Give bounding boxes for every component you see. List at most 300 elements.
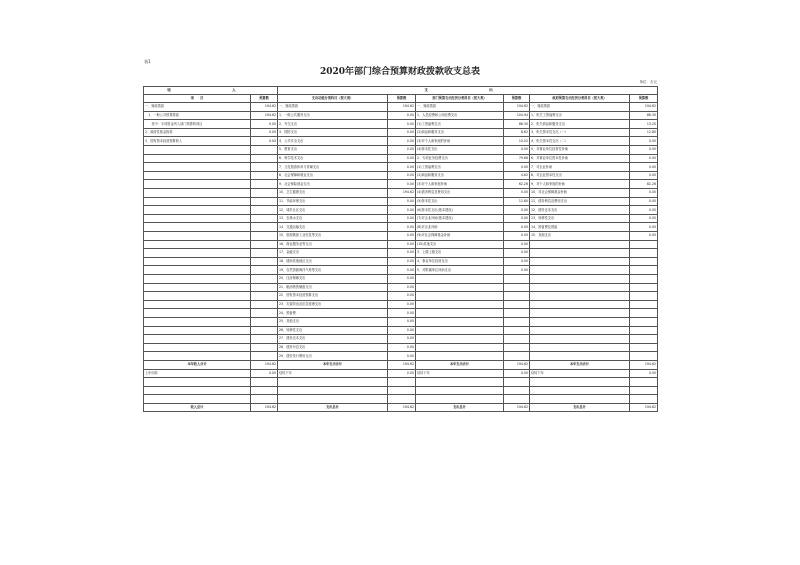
table-row xyxy=(144,309,658,318)
item-cell: 10、对社会保障基金补助 xyxy=(530,189,630,198)
empty-cell xyxy=(388,378,416,387)
amount-cell: 0.00 xyxy=(630,137,658,146)
amount-cell: 0.00 xyxy=(504,257,530,266)
item-cell: 14、预备费及预留 xyxy=(530,223,630,232)
empty-cell xyxy=(388,395,416,404)
item-cell xyxy=(144,214,251,223)
amount-cell: 0.00 xyxy=(504,266,530,275)
amount-cell: 0.00 xyxy=(388,343,416,352)
amount-cell: 0.00 xyxy=(388,128,416,137)
amount-cell xyxy=(251,326,278,335)
empty-cell xyxy=(630,378,658,387)
amount-cell: 0.00 xyxy=(630,154,658,163)
empty-cell xyxy=(416,395,504,404)
item-cell xyxy=(530,240,630,249)
table-row xyxy=(144,111,658,120)
amount-cell xyxy=(504,300,530,309)
item-cell xyxy=(144,317,251,326)
empty-cell xyxy=(630,395,658,404)
amount-cell xyxy=(251,266,278,275)
amount-cell: 0.00 xyxy=(504,223,530,232)
item-cell: 3、国有资本经营预算收入 xyxy=(144,137,251,146)
empty-cell xyxy=(530,395,630,404)
table-row xyxy=(144,214,658,223)
amount-cell: 0.00 xyxy=(504,240,530,249)
item-cell xyxy=(530,309,630,318)
totals-row xyxy=(144,360,658,369)
item-cell: (7)对企业补助(基本建设) xyxy=(416,214,504,223)
amount-cell: 194.62 xyxy=(504,403,530,412)
item-cell xyxy=(144,223,251,232)
amount-cell: 0.00 xyxy=(388,300,416,309)
item-cell: 4、公共安全支出 xyxy=(278,137,388,146)
amount-cell: 62.26 xyxy=(504,180,530,189)
item-cell xyxy=(144,180,251,189)
amount-cell: 194.62 xyxy=(504,360,530,369)
item-cell: 9、社会保险基金支出 xyxy=(278,180,388,189)
item-cell: 8、对企业资本性支出 xyxy=(530,171,630,180)
item-cell: 15、其他支出 xyxy=(530,232,630,241)
amount-cell xyxy=(504,283,530,292)
amount-cell: 194.62 xyxy=(630,103,658,112)
amount-cell: 0.00 xyxy=(388,111,416,120)
amount-cell: 194.62 xyxy=(251,403,278,412)
empty-cell xyxy=(630,386,658,395)
amount-cell xyxy=(251,189,278,198)
item-cell xyxy=(144,163,251,172)
amount-cell xyxy=(251,283,278,292)
amount-cell: 0.00 xyxy=(504,146,530,155)
amount-cell: 0.00 xyxy=(630,223,658,232)
item-cell: 一、财政拨款 xyxy=(530,103,630,112)
empty-cell xyxy=(504,386,530,395)
item-cell: 21、粮油物资储备支出 xyxy=(278,283,388,292)
item-cell xyxy=(144,292,251,301)
item-cell: 3、机关资本性支出（一） xyxy=(530,128,630,137)
amount-cell: 0.00 xyxy=(251,120,278,129)
item-cell: 10、卫生健康支出 xyxy=(278,189,388,198)
amount-cell: 0.00 xyxy=(630,146,658,155)
amount-cell: 0.00 xyxy=(504,369,530,378)
table-row xyxy=(144,137,658,146)
amount-cell: 0.00 xyxy=(630,189,658,198)
amount-cell: 0.00 xyxy=(504,249,530,258)
amount-cell: 0.00 xyxy=(388,257,416,266)
item-cell: (8)对企业补助 xyxy=(416,223,504,232)
item-cell: 12、城乡社区支出 xyxy=(278,206,388,215)
amount-cell: 0.00 xyxy=(504,232,530,241)
item-cell: 12、债务还本支出 xyxy=(530,206,630,215)
item-cell: (10)其他支出 xyxy=(416,240,504,249)
table-row xyxy=(144,128,658,137)
item-cell xyxy=(144,197,251,206)
amount-cell: 194.62 xyxy=(630,403,658,412)
amount-cell xyxy=(251,335,278,344)
amount-cell: 0.00 xyxy=(388,352,416,361)
item-cell: 4、事业单位经营支出 xyxy=(416,257,504,266)
item-cell: 5、对附属单位补助支出 xyxy=(416,266,504,275)
item-cell xyxy=(144,326,251,335)
column-header: 预算数 xyxy=(388,94,416,103)
grand-total-row xyxy=(144,403,658,412)
item-cell xyxy=(416,317,504,326)
amount-cell: 79.68 xyxy=(504,154,530,163)
amount-cell xyxy=(504,326,530,335)
item-cell xyxy=(530,343,630,352)
amount-cell: 0.00 xyxy=(388,180,416,189)
item-cell: 收入总计 xyxy=(144,403,251,412)
amount-cell xyxy=(251,171,278,180)
item-cell: 26、转移性支出 xyxy=(278,326,388,335)
amount-cell: 194.62 xyxy=(630,360,658,369)
item-cell: 9、对个人和家庭的补助 xyxy=(530,180,630,189)
table-row xyxy=(144,180,658,189)
item-cell: 29、债务发行费用支出 xyxy=(278,352,388,361)
item-cell: 本年支出合计 xyxy=(278,360,388,369)
amount-cell: 0.00 xyxy=(388,309,416,318)
item-cell: 16、商业服务业等支出 xyxy=(278,240,388,249)
amount-cell: 0.00 xyxy=(251,128,278,137)
amount-cell xyxy=(251,197,278,206)
item-cell: 13、转移性支出 xyxy=(530,214,630,223)
item-cell: 本年支出合计 xyxy=(530,360,630,369)
amount-cell: 194.62 xyxy=(504,103,530,112)
item-cell xyxy=(144,146,251,155)
item-cell: (2)商品和服务支出 xyxy=(416,171,504,180)
item-cell xyxy=(416,283,504,292)
blank-row xyxy=(144,378,658,387)
item-cell xyxy=(530,266,630,275)
amount-cell: 0.00 xyxy=(388,274,416,283)
item-cell: 6、对事业单位资本性补助 xyxy=(530,154,630,163)
item-cell: 23、灾害防治及应急管理支出 xyxy=(278,300,388,309)
table-row xyxy=(144,257,658,266)
item-cell: (9)对社会保障基金补助 xyxy=(416,232,504,241)
amount-cell xyxy=(504,335,530,344)
carry-row xyxy=(144,369,658,378)
amount-cell: 0.00 xyxy=(504,189,530,198)
item-cell: 7、文化旅游体育与传媒支出 xyxy=(278,163,388,172)
empty-cell xyxy=(504,378,530,387)
amount-cell: 0.00 xyxy=(630,206,658,215)
amount-cell xyxy=(504,309,530,318)
item-cell: 结转下年 xyxy=(416,369,504,378)
table-row xyxy=(144,274,658,283)
item-cell xyxy=(144,274,251,283)
item-cell: 1、一般公共预算拨款 xyxy=(144,111,251,120)
item-cell xyxy=(144,232,251,241)
item-cell: 8、社会保障和就业支出 xyxy=(278,171,388,180)
amount-cell: 0.00 xyxy=(388,163,416,172)
item-cell xyxy=(530,352,630,361)
amount-cell: 4.62 xyxy=(504,171,530,180)
amount-cell xyxy=(630,283,658,292)
amount-cell xyxy=(630,309,658,318)
amount-cell: 0.00 xyxy=(388,292,416,301)
table-row xyxy=(144,292,658,301)
item-cell: (5)资本性支出 xyxy=(416,197,504,206)
item-cell: 19、自然资源海洋气象等支出 xyxy=(278,266,388,275)
amount-cell xyxy=(251,309,278,318)
item-cell: 7、对企业补助 xyxy=(530,163,630,172)
column-header: 支出功能分类科目（按大类） xyxy=(278,94,388,103)
empty-cell xyxy=(251,395,278,404)
item-cell xyxy=(144,257,251,266)
table-row xyxy=(144,189,658,198)
amount-cell: 194.62 xyxy=(251,103,278,112)
amount-cell: 194.62 xyxy=(251,111,278,120)
item-cell xyxy=(416,300,504,309)
empty-cell xyxy=(144,378,251,387)
item-cell: 一、财政拨款 xyxy=(416,103,504,112)
item-cell: 结转下年 xyxy=(278,369,388,378)
empty-cell xyxy=(251,378,278,387)
item-cell: 本年收入合计 xyxy=(144,360,251,369)
item-cell: (4)资本性支出 xyxy=(416,146,504,155)
amount-cell xyxy=(630,317,658,326)
amount-cell: 0.00 xyxy=(388,171,416,180)
item-cell xyxy=(144,335,251,344)
column-header: 预算数 xyxy=(630,94,658,103)
amount-cell xyxy=(251,240,278,249)
item-cell: (6)资本性支出(基本建设) xyxy=(416,206,504,215)
amount-cell: 12.80 xyxy=(630,128,658,137)
column-header: 部门预算支出经济分类科目（按大类） xyxy=(416,94,504,103)
empty-cell xyxy=(278,386,388,395)
amount-cell: 10.02 xyxy=(504,137,530,146)
amount-cell xyxy=(251,274,278,283)
item-cell xyxy=(416,309,504,318)
amount-cell xyxy=(251,300,278,309)
table-row xyxy=(144,240,658,249)
item-cell: 5、教育支出 xyxy=(278,146,388,155)
item-cell xyxy=(144,154,251,163)
item-cell: 2、政府性基金拨款 xyxy=(144,128,251,137)
amount-cell: 0.00 xyxy=(504,214,530,223)
amount-cell: 0.00 xyxy=(388,326,416,335)
amount-cell: 0.00 xyxy=(388,283,416,292)
item-cell: 5、对事业单位经常性补助 xyxy=(530,146,630,155)
item-cell xyxy=(530,249,630,258)
table-row xyxy=(144,266,658,275)
amount-cell: 0.00 xyxy=(388,146,416,155)
item-cell xyxy=(530,300,630,309)
item-cell: 2、机关商品和服务支出 xyxy=(530,120,630,129)
amount-cell: 0.00 xyxy=(388,120,416,129)
empty-cell xyxy=(416,378,504,387)
item-cell xyxy=(416,292,504,301)
amount-cell xyxy=(630,292,658,301)
item-cell: 支出总计 xyxy=(530,403,630,412)
item-cell: 4、机关资本性支出（二） xyxy=(530,137,630,146)
item-cell: (3)对个人和家庭补助 xyxy=(416,180,504,189)
table-row xyxy=(144,206,658,215)
amount-cell xyxy=(251,257,278,266)
amount-cell: 0.00 xyxy=(630,369,658,378)
amount-cell xyxy=(630,274,658,283)
column-header: 政府预算支出经济分类科目（按大类） xyxy=(530,94,630,103)
table-row xyxy=(144,171,658,180)
column-header: 预算数 xyxy=(251,94,278,103)
empty-cell xyxy=(251,386,278,395)
table-row xyxy=(144,300,658,309)
amount-cell xyxy=(251,317,278,326)
amount-cell: 8.62 xyxy=(504,128,530,137)
item-cell: 13、农林水支出 xyxy=(278,214,388,223)
item-cell: 3、国防支出 xyxy=(278,128,388,137)
empty-cell xyxy=(504,395,530,404)
amount-cell: 194.62 xyxy=(388,189,416,198)
amount-cell xyxy=(630,335,658,344)
blank-row xyxy=(144,395,658,404)
empty-cell xyxy=(530,378,630,387)
budget-table xyxy=(143,86,658,412)
income-section-header: 收 入 xyxy=(144,87,278,95)
table-row xyxy=(144,223,658,232)
item-cell: 18、援助其他地区支出 xyxy=(278,257,388,266)
amount-cell: 104.94 xyxy=(504,111,530,120)
item-cell: 22、国有资本经营预算支出 xyxy=(278,292,388,301)
amount-cell: 0.00 xyxy=(388,214,416,223)
item-cell: 11、节能环保支出 xyxy=(278,197,388,206)
item-cell xyxy=(530,317,630,326)
amount-cell: 82.26 xyxy=(630,180,658,189)
item-cell xyxy=(530,326,630,335)
amount-cell: 0.00 xyxy=(388,206,416,215)
item-cell xyxy=(144,309,251,318)
empty-cell xyxy=(144,395,251,404)
table-row xyxy=(144,232,658,241)
item-cell xyxy=(144,189,251,198)
empty-cell xyxy=(278,378,388,387)
item-cell: 17、金融支出 xyxy=(278,249,388,258)
item-cell: 15、资源勘探工业信息等支出 xyxy=(278,232,388,241)
amount-cell: 0.00 xyxy=(630,171,658,180)
item-cell: 支出总计 xyxy=(416,403,504,412)
amount-cell xyxy=(251,214,278,223)
item-cell: (4)债务利息及费用支出 xyxy=(416,189,504,198)
item-cell: (2)商品和服务支出 xyxy=(416,128,504,137)
item-cell xyxy=(144,206,251,215)
amount-cell xyxy=(504,352,530,361)
expense-section-header: 支 出 xyxy=(278,87,658,95)
amount-cell xyxy=(251,223,278,232)
amount-cell: 194.62 xyxy=(388,403,416,412)
amount-cell xyxy=(504,292,530,301)
amount-cell xyxy=(504,317,530,326)
item-cell: 1、机关工资福利支出 xyxy=(530,111,630,120)
empty-cell xyxy=(278,395,388,404)
item-cell: 20、住房保障支出 xyxy=(278,274,388,283)
amount-cell xyxy=(630,240,658,249)
item-cell: 1、一般公共服务支出 xyxy=(278,111,388,120)
amount-cell xyxy=(251,163,278,172)
item-cell xyxy=(530,335,630,344)
amount-cell xyxy=(251,352,278,361)
item-cell: 结转下年 xyxy=(530,369,630,378)
amount-cell xyxy=(251,292,278,301)
item-cell: 3、上缴上级支出 xyxy=(416,249,504,258)
item-cell xyxy=(416,274,504,283)
item-cell: 一、财政拨款 xyxy=(278,103,388,112)
item-cell xyxy=(144,283,251,292)
amount-cell xyxy=(630,266,658,275)
amount-cell: 194.62 xyxy=(251,360,278,369)
blank-row xyxy=(144,386,658,395)
page-title: 2020年部门综合预算财政拨款收支总表 xyxy=(319,67,481,77)
amount-cell xyxy=(630,343,658,352)
item-cell xyxy=(416,343,504,352)
amount-cell xyxy=(504,274,530,283)
item-cell: 24、预备费 xyxy=(278,309,388,318)
amount-cell: 194.62 xyxy=(388,103,416,112)
amount-cell: 0.00 xyxy=(504,206,530,215)
amount-cell xyxy=(630,326,658,335)
item-cell: 28、债务付息支出 xyxy=(278,343,388,352)
item-cell xyxy=(144,352,251,361)
amount-cell xyxy=(251,343,278,352)
item-cell: (3)对个人和家庭的补助 xyxy=(416,137,504,146)
item-cell xyxy=(416,352,504,361)
item-cell: 2、外交支出 xyxy=(278,120,388,129)
table-row xyxy=(144,283,658,292)
amount-cell: 13.20 xyxy=(630,120,658,129)
table-row xyxy=(144,335,658,344)
item-cell: 1、人员经费和公用经费支出 xyxy=(416,111,504,120)
amount-cell: 0.00 xyxy=(388,197,416,206)
amount-cell xyxy=(630,300,658,309)
amount-cell: 0.00 xyxy=(388,232,416,241)
item-cell xyxy=(530,257,630,266)
empty-cell xyxy=(388,386,416,395)
empty-cell xyxy=(416,386,504,395)
column-header: 项 目 xyxy=(144,94,251,103)
item-cell xyxy=(416,326,504,335)
item-cell: 其中：专项资金列入部门预算的项目 xyxy=(144,120,251,129)
item-cell xyxy=(144,249,251,258)
amount-cell xyxy=(251,206,278,215)
amount-cell: 0.00 xyxy=(388,223,416,232)
item-cell: 本年支出合计 xyxy=(416,360,504,369)
table-row xyxy=(144,249,658,258)
amount-cell xyxy=(251,249,278,258)
amount-cell xyxy=(251,146,278,155)
empty-cell xyxy=(530,386,630,395)
amount-cell: 0.00 xyxy=(388,249,416,258)
item-cell: (1)工资福利支出 xyxy=(416,120,504,129)
amount-cell: 0.00 xyxy=(388,317,416,326)
unit-label: 单位：万元 xyxy=(639,80,657,84)
amount-cell xyxy=(630,257,658,266)
amount-cell xyxy=(630,352,658,361)
item-cell xyxy=(144,266,251,275)
item-cell xyxy=(144,343,251,352)
amount-cell: 0.00 xyxy=(388,369,416,378)
table-row xyxy=(144,352,658,361)
table-row xyxy=(144,326,658,335)
table-row xyxy=(144,120,658,129)
column-header: 预算数 xyxy=(504,94,530,103)
item-cell: 14、交通运输支出 xyxy=(278,223,388,232)
amount-cell: 0.00 xyxy=(630,214,658,223)
amount-cell: 194.62 xyxy=(388,360,416,369)
form-number: 表1 xyxy=(144,59,151,64)
item-cell: 27、债务还本支出 xyxy=(278,335,388,344)
amount-cell: 0.00 xyxy=(251,137,278,146)
amount-cell: 12.80 xyxy=(504,197,530,206)
amount-cell xyxy=(251,180,278,189)
amount-cell: 0.00 xyxy=(630,232,658,241)
